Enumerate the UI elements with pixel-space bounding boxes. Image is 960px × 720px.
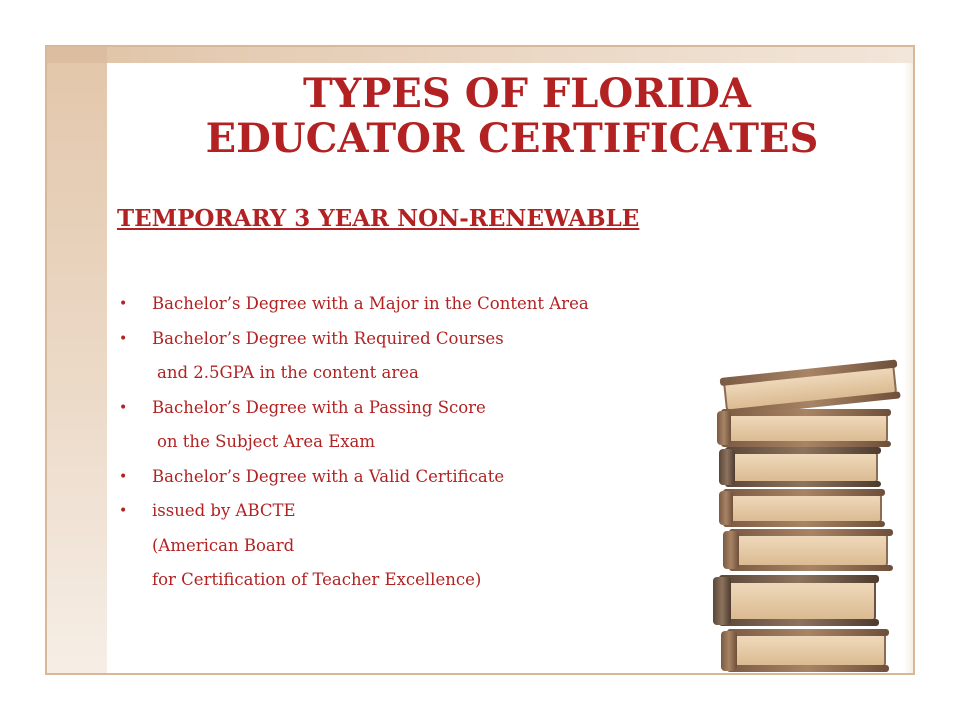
books-stack-icon: [707, 347, 915, 675]
list-item-continuation: [117, 356, 737, 391]
slide-title-line-2: EDUCATOR CERTIFICATES: [205, 115, 819, 162]
slide-subtitle: TEMPORARY 3 YEAR NON-RENEWABLE: [117, 205, 640, 232]
bullet-icon: •: [119, 399, 128, 416]
list-item-text: (American Board: [152, 535, 295, 555]
list-item-continuation: [117, 529, 737, 564]
frame-top-band: [47, 47, 913, 63]
list-item-text: on the Subject Area Exam: [157, 432, 376, 451]
book-bottom: [721, 629, 889, 672]
list-item: [117, 460, 737, 495]
slide-title-line-1: TYPES OF FLORIDA: [303, 70, 751, 117]
slide-frame: [45, 45, 915, 675]
list-item-text: for Certification of Teacher Excellence): [152, 570, 482, 589]
book-5: [723, 529, 893, 571]
list-item: [117, 391, 737, 426]
book-3: [719, 447, 881, 487]
list-item-continuation: [117, 563, 737, 598]
frame-corner: [47, 47, 107, 63]
frame-left-band: [47, 47, 107, 673]
list-item-text: and 2.5GPA in the content area: [157, 363, 419, 382]
book-2: [717, 409, 891, 447]
list-item: [117, 287, 737, 322]
bullet-icon: •: [119, 330, 128, 347]
list-item: [117, 494, 737, 529]
list-item-text: Bachelor’s Degree with a Major in the Content Area: [152, 294, 589, 313]
list-item-continuation: [117, 425, 737, 460]
requirements-list: [117, 287, 737, 598]
list-item-text: Bachelor’s Degree with a Valid Certificate: [152, 466, 505, 486]
bullet-icon: •: [119, 468, 128, 485]
book-top: [720, 359, 901, 416]
list-item-text: issued by ABCTE: [152, 501, 296, 520]
book-4: [719, 489, 885, 527]
bullet-icon: •: [119, 296, 128, 312]
bullet-icon: •: [119, 503, 128, 519]
list-item-text: Bachelor’s Degree with Required Courses: [152, 328, 504, 348]
list-item-text: Bachelor’s Degree with a Passing Score: [152, 397, 486, 417]
list-item: [117, 322, 737, 357]
book-6: [713, 575, 879, 626]
